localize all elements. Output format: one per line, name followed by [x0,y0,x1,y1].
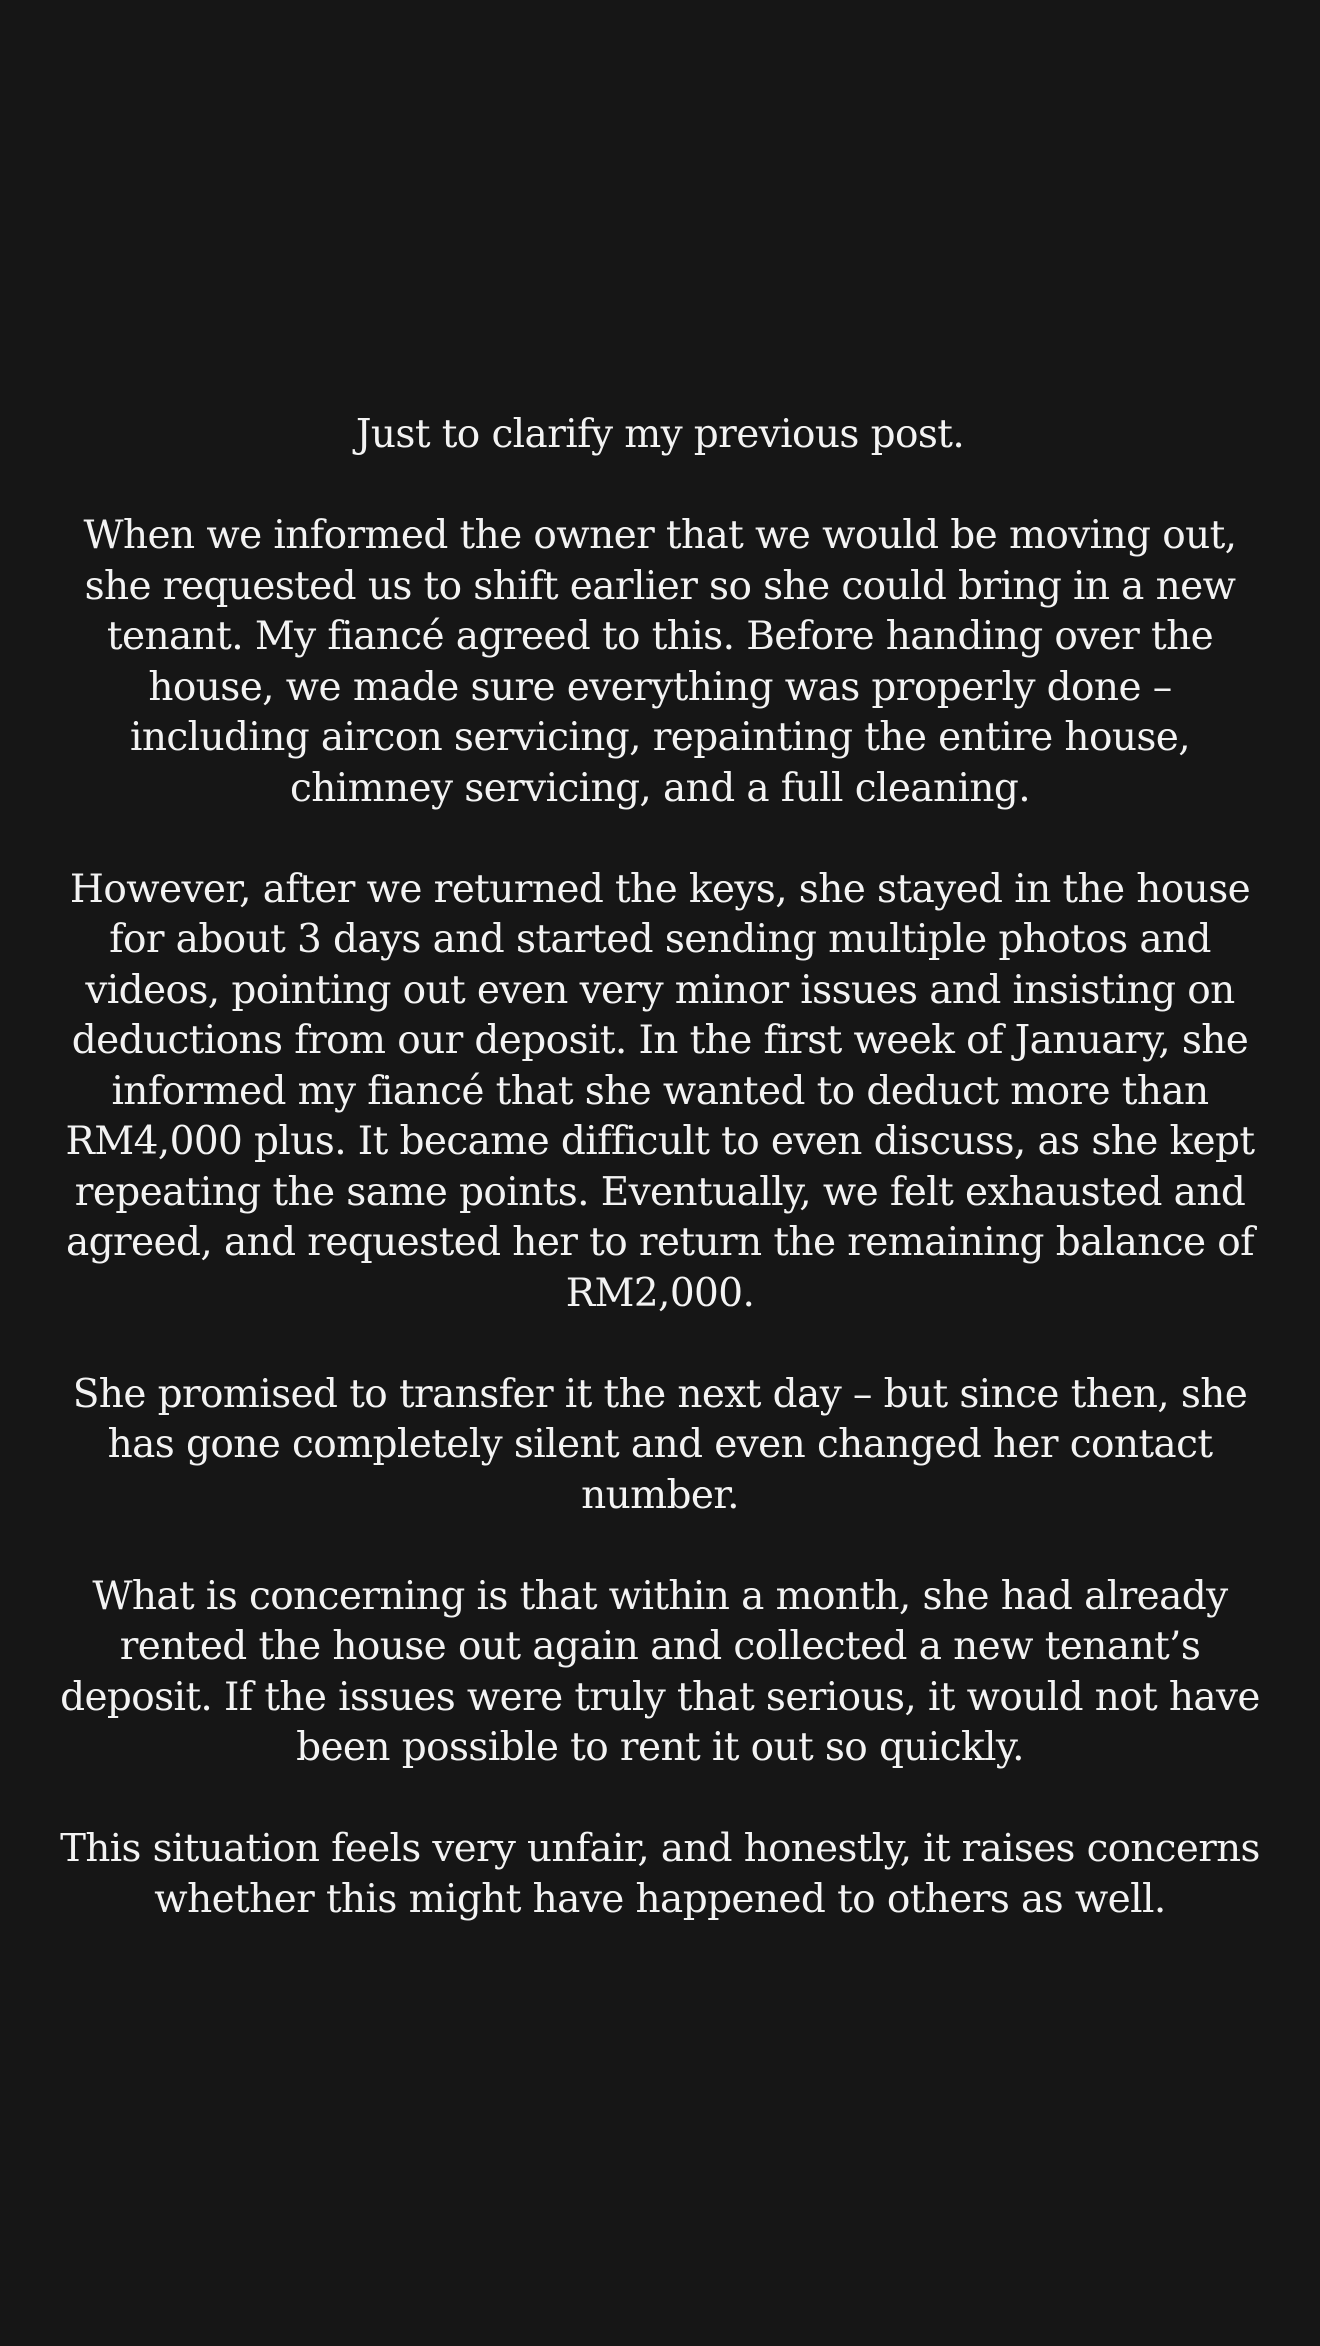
text-line: What is concerning is that within a month, she had already [92,1573,1228,1619]
text-line: This situation feels very unfair, and honestly, it raises concerns [60,1826,1260,1871]
text-line: When we informed the owner that we would be moving out, [83,513,1237,558]
text-line: deposit. If the issues were truly that serious, it would not have [60,1674,1260,1720]
text-line: house, we made sure everything was properly done – [148,664,1172,710]
text-line: rented the house out again and collected a new tenant’s [119,1624,1201,1669]
text-line: has gone completely silent and even changed her contact [107,1422,1213,1467]
story-text-block [60,410,1260,1925]
text-line: repeating the same points. Eventually, we felt exhausted and [74,1169,1246,1215]
text-line: for about 3 days and started sending multiple photos and [109,917,1211,962]
paragraph-conclusion [60,1824,1260,1925]
text-line: deductions from our deposit. In the first week of January, she [71,1018,1249,1063]
paragraph-moving-out [60,511,1260,814]
text-line: RM4,000 plus. It became difficult to even discuss, as she kept [65,1119,1255,1164]
text-line: RM2,000. [565,1270,755,1316]
text-line: agreed, and requested her to return the remaining balance of [65,1220,1255,1265]
text-line: number. [581,1472,739,1518]
text-line: Just to clarify my previous post. [355,412,965,457]
paragraph-intro [60,410,1260,461]
paragraph-deductions [60,865,1260,1320]
text-line: chimney servicing, and a full cleaning. [289,765,1031,811]
text-line: However, after we returned the keys, she stayed in the house [69,866,1251,912]
paragraph-concern [60,1572,1260,1774]
text-line: been possible to rent it out so quickly. [296,1725,1024,1770]
text-line: She promised to transfer it the next day – but since then, she [72,1371,1248,1417]
text-line: tenant. My fiancé agreed to this. Before handing over the [106,614,1214,659]
text-line: whether this might have happened to others as well. [154,1876,1166,1922]
text-line: videos, pointing out even very minor issues and insisting on [85,967,1235,1013]
text-line: informed my fiancé that she wanted to deduct more than [111,1068,1209,1114]
text-line: including aircon servicing, repainting the entire house, [129,715,1191,760]
text-line: she requested us to shift earlier so she could bring in a new [84,563,1236,609]
paragraph-promise [60,1370,1260,1522]
